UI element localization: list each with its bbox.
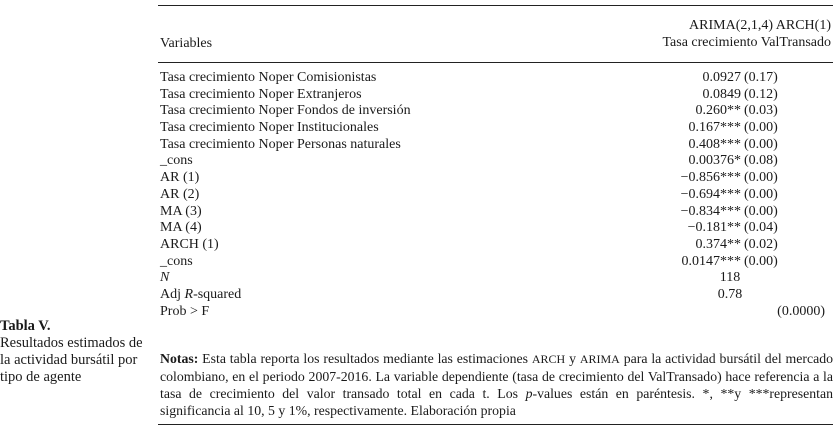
row-p-value: (0.00) bbox=[744, 120, 778, 136]
row-label: AR (2) bbox=[160, 186, 200, 202]
stat-value-adj-r-squared: 0.78 bbox=[717, 286, 743, 302]
row-label: Tasa crecimiento Noper Comisionistas bbox=[160, 70, 377, 85]
top-rule bbox=[158, 5, 833, 6]
table-notes: Notas: Esta tabla reporta los resultados mediante las estimaciones ARCH y ARIMA para la actividad bursátil del mercado colombiano, en el periodo 2007-2016. La variable dependiente (tasa de crecimiento del ValTransado) hace referencia a la tasa de crecimiento del valor transado total en cada t. Los p-values están en paréntesis. *, **y ***representan significancia al 10, 5 y 1%, respectivamente. Elaboración propia bbox=[160, 351, 834, 418]
notes-arch: ARCH bbox=[531, 352, 566, 366]
row-label: Tasa crecimiento Noper Extranjeros bbox=[160, 86, 362, 102]
row-label: AR (1) bbox=[160, 170, 200, 186]
header-rule bbox=[158, 62, 833, 63]
table-side-caption bbox=[0, 318, 152, 386]
row-p-value: (0.00) bbox=[744, 253, 778, 269]
row-label: _cons bbox=[160, 253, 193, 269]
row-p-value: (0.12) bbox=[744, 86, 778, 102]
row-coefficient: 0.00376* bbox=[688, 153, 741, 169]
row-label: Tasa crecimiento Noper Institucionales bbox=[160, 120, 379, 136]
row-p-value: (0.00) bbox=[744, 170, 778, 186]
table-row bbox=[160, 87, 833, 104]
row-p-value: (0.04) bbox=[744, 220, 778, 236]
table-row bbox=[160, 254, 833, 271]
table-row bbox=[160, 103, 833, 120]
table-row bbox=[160, 70, 833, 87]
row-label: ARCH (1) bbox=[160, 236, 219, 252]
row-label: MA (3) bbox=[160, 203, 202, 219]
stat-label-adj-r-squared: Adj R-squared bbox=[160, 286, 242, 302]
row-coefficient: −0.694*** bbox=[680, 186, 741, 202]
column-header-dependent: Tasa crecimiento ValTransado bbox=[662, 35, 831, 50]
stat-value-prob-f: (0.0000) bbox=[777, 303, 825, 319]
row-p-value: (0.00) bbox=[744, 136, 778, 152]
row-coefficient: −0.181** bbox=[687, 220, 741, 236]
table-row bbox=[160, 220, 833, 237]
stat-label-n: N bbox=[160, 270, 170, 286]
row-label: MA (4) bbox=[160, 220, 202, 236]
table-row bbox=[160, 204, 833, 221]
row-coefficient: −0.856*** bbox=[680, 170, 741, 186]
row-label: Tasa crecimiento Noper Fondos de inversión bbox=[160, 103, 411, 119]
column-header bbox=[662, 17, 831, 51]
table-row bbox=[160, 137, 833, 154]
table-row bbox=[160, 120, 833, 137]
stat-row-n bbox=[160, 270, 833, 287]
row-p-value: (0.00) bbox=[744, 186, 778, 202]
notes-arima: ARIMA bbox=[579, 352, 620, 366]
row-p-value: (0.08) bbox=[744, 153, 778, 169]
row-coefficient: 0.0849 bbox=[702, 86, 741, 102]
row-coefficient: 0.374** bbox=[695, 236, 741, 252]
notes-heading: Notas: bbox=[160, 351, 199, 366]
row-coefficient: 0.408*** bbox=[688, 136, 741, 152]
results-table-body bbox=[160, 70, 833, 320]
table-caption: Resultados estimados de la actividad bursátil por tipo de agente bbox=[0, 335, 143, 385]
row-p-value: (0.03) bbox=[744, 103, 778, 119]
row-coefficient: 0.260** bbox=[695, 103, 741, 119]
row-coefficient: −0.834*** bbox=[680, 203, 741, 219]
row-p-value: (0.00) bbox=[744, 203, 778, 219]
column-header-model: ARIMA(2,1,4) ARCH(1) bbox=[689, 18, 831, 33]
row-label: Tasa crecimiento Noper Personas naturales bbox=[160, 136, 401, 152]
row-coefficient: 0.0927 bbox=[702, 70, 741, 85]
stat-label-prob-f: Prob > F bbox=[160, 303, 210, 319]
table-row bbox=[160, 153, 833, 170]
stat-row-prob-f bbox=[160, 304, 833, 321]
variables-header: Variables bbox=[160, 36, 213, 51]
table-number: Tabla V. bbox=[0, 318, 51, 334]
table-row bbox=[160, 237, 833, 254]
row-p-value: (0.02) bbox=[744, 236, 778, 252]
stat-value-n: 118 bbox=[719, 270, 741, 286]
row-coefficient: 0.167*** bbox=[688, 120, 741, 136]
row-coefficient: 0.0147*** bbox=[681, 253, 741, 269]
bottom-rule bbox=[158, 424, 833, 425]
table-row bbox=[160, 187, 833, 204]
row-label: _cons bbox=[160, 153, 193, 169]
row-p-value: (0.17) bbox=[744, 70, 778, 85]
table-row bbox=[160, 170, 833, 187]
stat-row-adj-r-squared bbox=[160, 287, 833, 304]
